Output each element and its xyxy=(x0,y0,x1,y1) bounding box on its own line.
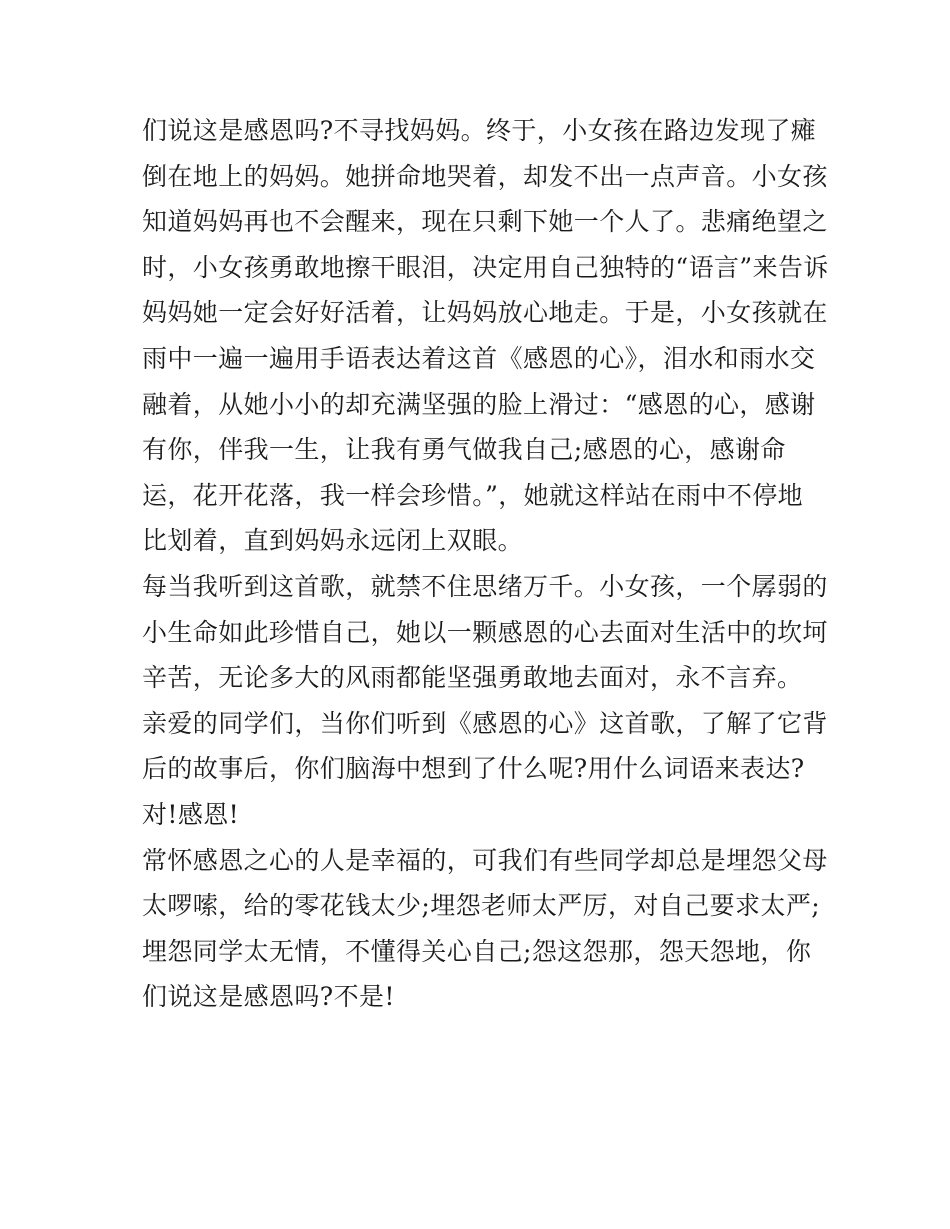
text-line: 们说这是感恩吗?不寻找妈妈。终于，小女孩在路边发现了瘫 xyxy=(142,116,817,145)
text-line: 埋怨同学太无情，不懂得关心自己;怨这怨那，怨天怨地，你 xyxy=(142,936,812,966)
text-line: 倒在地上的妈妈。她拼命地哭着，却发不出一点声音。小女孩 xyxy=(142,161,828,191)
text-line: 们说这是感恩吗?不是! xyxy=(142,982,395,1012)
text-line: 常怀感恩之心的人是幸福的，可我们有些同学却总是埋怨父母 xyxy=(142,845,828,875)
text-line: 亲爱的同学们，当你们听到《感恩的心》这首歌，了解了它背 xyxy=(142,708,828,738)
text-line: 比划着，直到妈妈永远闭上双眼。 xyxy=(142,526,524,556)
text-line: 运，花开花落，我一样会珍惜。”，她就这样站在雨中不停地 xyxy=(142,480,804,510)
text-line: 小生命如此珍惜自己，她以一颗感恩的心去面对生活中的坎坷 xyxy=(142,617,828,647)
text-line: 太啰嗦，给的零花钱太少;埋怨老师太严厉，对自己要求太严; xyxy=(142,891,821,921)
text-line: 辛苦，无论多大的风雨都能坚强勇敢地去面对，永不言弃。 xyxy=(142,663,803,693)
text-line: 后的故事后，你们脑海中想到了什么呢?用什么词语来表达? xyxy=(142,754,805,784)
text-line: 知道妈妈再也不会醒来，现在只剩下她一个人了。悲痛绝望之 xyxy=(142,207,828,237)
text-line: 有你，伴我一生，让我有勇气做我自己;感恩的心，感谢命 xyxy=(142,435,786,465)
text-line: 雨中一遍一遍用手语表达着这首《感恩的心》，泪水和雨水交 xyxy=(142,343,816,373)
body-text xyxy=(142,108,832,1020)
text-line: 时，小女孩勇敢地擦干眼泪，决定用自己独特的“语言”来告诉 xyxy=(142,252,829,282)
text-line: 融着，从她小小的却充满坚强的脸上滑过：“感恩的心，感谢 xyxy=(142,389,816,419)
text-line: 对!感恩! xyxy=(142,799,240,829)
text-line: 每当我听到这首歌，就禁不住思绪万千。小女孩，一个孱弱的 xyxy=(142,571,828,601)
text-line: 妈妈她一定会好好活着，让妈妈放心地走。于是，小女孩就在 xyxy=(142,298,828,328)
